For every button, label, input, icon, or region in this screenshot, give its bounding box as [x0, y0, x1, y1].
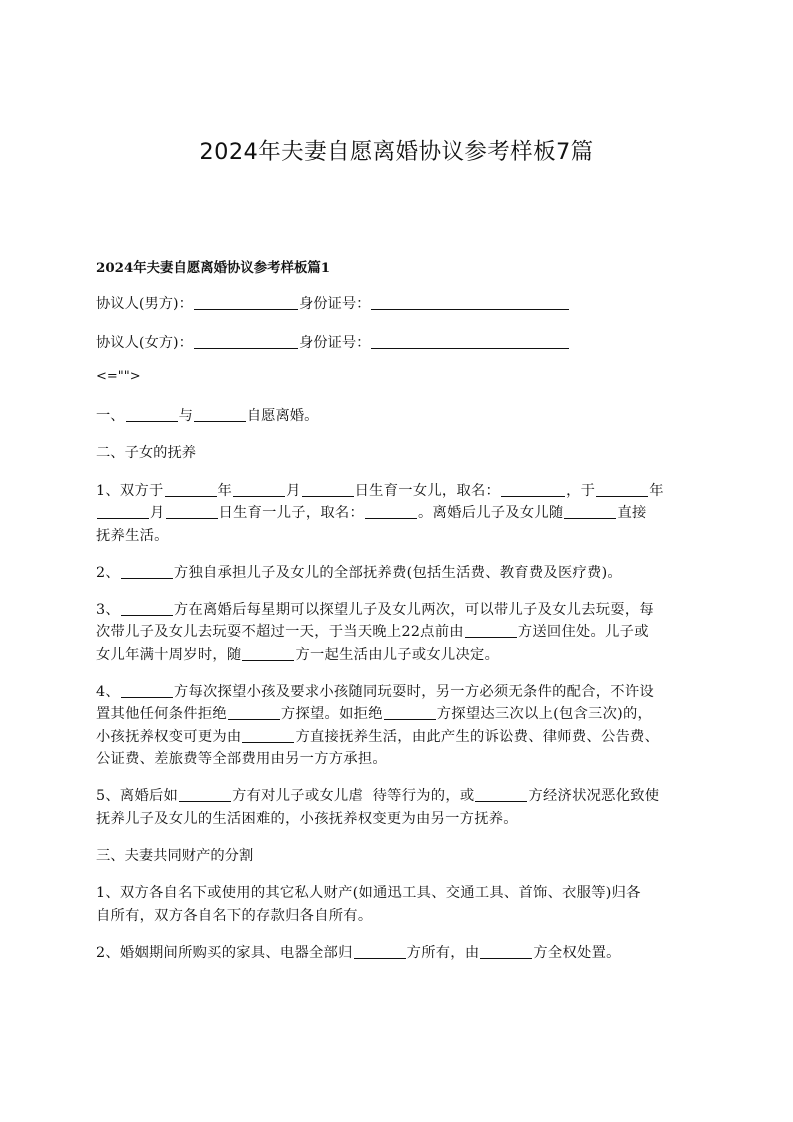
text-run: 年: [649, 482, 664, 499]
blank-field: [480, 944, 532, 959]
text-run: 方一起生活由儿子或女儿决定。: [295, 646, 500, 663]
text-run: 2、: [96, 564, 120, 581]
text-run: 日生育一儿子，取名：: [218, 505, 365, 521]
text-run: 置其他任何条件拒绝: [96, 706, 227, 722]
text-run: 方探望。如拒绝: [280, 706, 383, 722]
paragraph-2: [96, 562, 706, 585]
text-line: 1、双方各自名下或使用的其它私人财产(如通迅工具、交通工具、首饰、衣服等)归各: [96, 885, 641, 901]
text-run: 次带儿子及女儿去玩耍不超过一天，于当天晚上22点前由: [96, 624, 464, 640]
paragraph-property-1: [96, 882, 706, 927]
text-run: 方所有，由: [406, 944, 480, 961]
text-run: 5、离婚后如: [96, 788, 179, 804]
text-line: [96, 644, 706, 667]
party-male-line: [96, 293, 706, 316]
party-male-id-label: 身份证号：: [298, 296, 371, 312]
text-line: [96, 480, 706, 503]
text-run: 方全权处置。: [533, 944, 621, 961]
blank-field: [233, 482, 285, 497]
blank-field: [121, 601, 173, 616]
text-line: [96, 681, 706, 704]
blank-field: [371, 334, 569, 349]
text-run: ，于: [566, 482, 596, 499]
text-run: 3、: [96, 601, 120, 618]
blank-field: [166, 504, 218, 519]
paragraph-1: [96, 480, 706, 548]
blank-field: [126, 407, 178, 422]
paragraph-3: [96, 599, 706, 667]
text-run: 方每次探望小孩及要求小孩随同玩耍时，另一方必须无条件的配合，不许设: [173, 683, 654, 700]
paragraph-divorce: [96, 405, 706, 428]
text-run: 。离婚后儿子及女儿随: [418, 505, 564, 521]
text-run: 4、: [96, 683, 120, 700]
text-run: 与: [178, 407, 193, 424]
blank-field: [179, 787, 231, 802]
text-line: [96, 562, 706, 585]
text-run: 方经济状况恶化致使: [528, 788, 660, 804]
text-run: 方在离婚后每星期可以探望儿子及女儿两次，可以带儿子及女儿去玩耍，每: [173, 601, 654, 618]
heading-property: 三、夫妻共同财产的分割: [96, 847, 254, 864]
stray-text: <="">: [96, 369, 141, 384]
paragraph-property-2: [96, 942, 706, 965]
text-line: [96, 942, 706, 965]
text-run: 方有对儿子或女儿虐 待等行为的，或: [232, 788, 475, 804]
blank-field: [302, 482, 354, 497]
blank-field: [121, 683, 173, 698]
text-line: 公证费、差旅费等全部费用由另一方方承担。: [96, 751, 387, 767]
party-female-label: 协议人(女方)：: [96, 334, 193, 351]
text-run: 方直接抚养生活，由此产生的诉讼费、律师费、公告费、: [295, 728, 660, 745]
party-female-id-label: 身份证号：: [298, 334, 371, 351]
paragraph-4: [96, 681, 706, 771]
text-run: 小孩抚养权变可更为由: [96, 728, 242, 745]
text-run: 日生育一女儿，取名：: [354, 482, 501, 499]
document-body: [96, 257, 706, 979]
section-heading: 2024年夫妻自愿离婚协议参考样板篇1: [96, 260, 331, 276]
text-run: 方送回住处。儿子或: [517, 624, 649, 640]
blank-field: [242, 728, 294, 743]
text-line: [96, 621, 706, 644]
text-run: 自愿离婚。: [246, 407, 319, 424]
text-run: 直接: [617, 505, 647, 521]
heading-children: 二、子女的抚养: [96, 445, 197, 461]
text-line: 自所有，双方各自名下的存款归各自所有。: [96, 907, 373, 924]
text-line: [96, 599, 706, 622]
blank-field: [194, 295, 298, 310]
text-line: [96, 726, 706, 749]
blank-field: [242, 646, 294, 661]
blank-field: [564, 504, 616, 519]
blank-field: [365, 504, 417, 519]
text-run: 方独自承担儿子及女儿的全部抚养费(包括生活费、教育费及医疗费)。: [173, 564, 622, 581]
text-line: [96, 703, 706, 726]
party-female-line: [96, 332, 706, 355]
blank-field: [501, 482, 565, 497]
blank-field: [165, 482, 217, 497]
text-run: 1、双方于: [96, 482, 164, 499]
blank-field: [228, 705, 280, 720]
text-run: 2、婚姻期间所购买的家具、电器全部归: [96, 944, 353, 961]
text-run: 月: [286, 482, 301, 499]
paragraph-5: [96, 785, 706, 830]
document-title: 2024年夫妻自愿离婚协议参考样板7篇: [199, 139, 594, 165]
blank-field: [121, 564, 173, 579]
text-line: [96, 785, 706, 808]
blank-field: [371, 295, 569, 310]
text-run: 年: [217, 482, 233, 499]
text-run: 女儿年满十周岁时，随: [96, 646, 242, 663]
blank-field: [194, 334, 298, 349]
text-run: 一、: [96, 407, 125, 424]
blank-field: [194, 407, 246, 422]
text-run: 方探望达三次以上(包含三次)的，: [436, 706, 653, 722]
text-run: 月: [150, 505, 165, 521]
blank-field: [475, 787, 527, 802]
party-male-label: 协议人(男方)：: [96, 296, 193, 312]
blank-field: [465, 623, 517, 638]
text-line: 抚养生活。: [96, 527, 169, 544]
blank-field: [354, 944, 406, 959]
text-line: [96, 502, 706, 525]
text-line: 抚养儿子及女儿的生活困难的，小孩抚养权变更为由另一方抚养。: [96, 810, 518, 827]
blank-field: [384, 705, 436, 720]
blank-field: [97, 504, 149, 519]
blank-field: [596, 482, 648, 497]
